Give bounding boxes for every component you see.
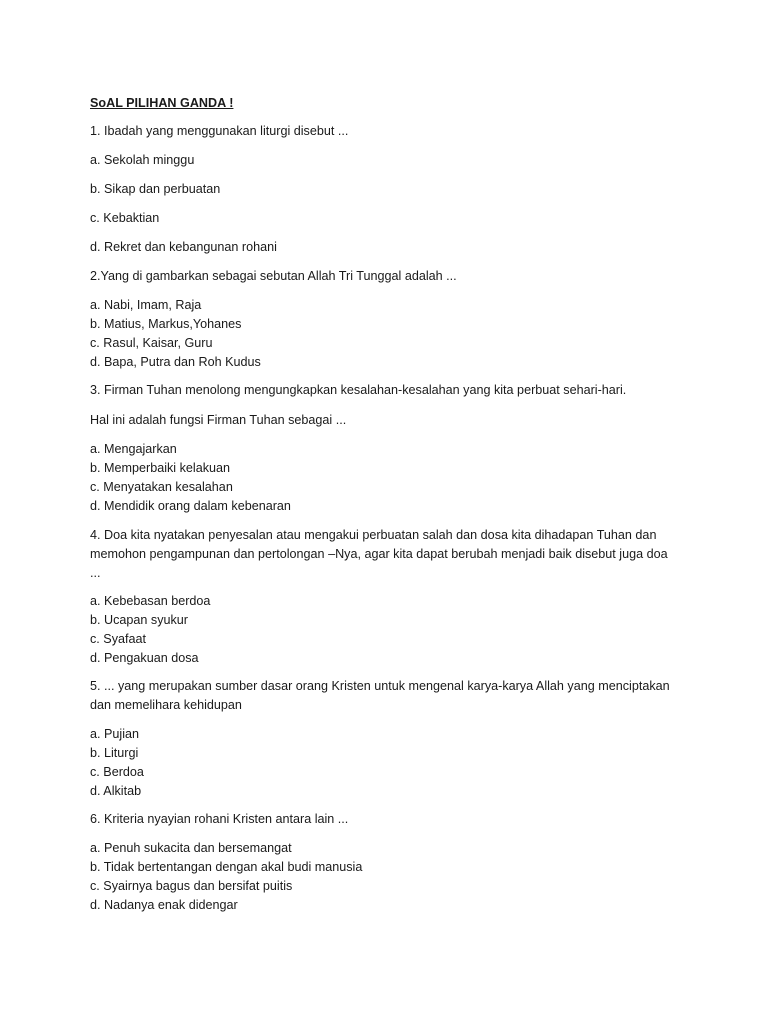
question-1-option-a: a. Sekolah minggu [90,153,195,167]
question-6-text: 6. Kriteria nyayian rohani Kristen antara lain ... [90,812,349,826]
question-3-text: 3. Firman Tuhan menolong mengungkapkan kesalahan-kesalahan yang kita perbuat sehari-hari. [90,383,627,397]
question-1-option-d: d. Rekret dan kebangunan rohani [90,240,277,254]
question-5-option-a: a. Pujian [90,727,140,741]
question-4-option-b: b. Ucapan syukur [90,613,189,627]
question-3-option-d: d. Mendidik orang dalam kebenaran [90,499,291,513]
question-2-option-d: d. Bapa, Putra dan Roh Kudus [90,355,261,369]
question-2-option-a: a. Nabi, Imam, Raja [90,298,202,312]
question-3-option-a: a. Mengajarkan [90,442,177,456]
question-4-text: 4. Doa kita nyatakan penyesalan atau mengakui perbuatan salah dan dosa kita dihadapan Tuhan dan memohon pengampunan dan pertolongan –Nya, agar kita dapat berubah menjadi baik disebut juga doa ... [90,528,668,580]
question-6-option-c: c. Syairnya bagus dan bersifat puitis [90,879,293,893]
question-2-options [90,296,261,372]
question-2-option-b: b. Matius, Markus,Yohanes [90,317,242,331]
question-1-text: 1. Ibadah yang menggunakan liturgi disebut ... [90,124,349,138]
question-3-options [90,440,291,516]
question-3-text-continued: Hal ini adalah fungsi Firman Tuhan sebagai ... [90,413,347,427]
question-5-option-d: d. Alkitab [90,784,142,798]
question-2-text: 2.Yang di gambarkan sebagai sebutan Allah Tri Tunggal adalah ... [90,269,457,283]
question-5-option-b: b. Liturgi [90,746,139,760]
page-title: SoAL PILIHAN GANDA ! [90,96,234,110]
question-1-option-c: c. Kebaktian [90,211,160,225]
question-6-option-a: a. Penuh sukacita dan bersemangat [90,841,292,855]
question-5-option-c: c. Berdoa [90,765,144,779]
question-4-option-a: a. Kebebasan berdoa [90,594,211,608]
question-4-options [90,592,210,668]
question-3-option-c: c. Menyatakan kesalahan [90,480,233,494]
question-6-option-b: b. Tidak bertentangan dengan akal budi manusia [90,860,363,874]
question-3-option-b: b. Memperbaiki kelakuan [90,461,231,475]
question-4-option-d: d. Pengakuan dosa [90,651,199,665]
question-2-option-c: c. Rasul, Kaisar, Guru [90,336,213,350]
question-5-text: 5. ... yang merupakan sumber dasar orang Kristen untuk mengenal karya-karya Allah yang menciptakan dan memelihara kehidupan [90,679,670,712]
question-6-option-d: d. Nadanya enak didengar [90,898,238,912]
question-5-options [90,725,144,801]
question-6-options [90,839,362,915]
question-4-option-c: c. Syafaat [90,632,147,646]
question-1-option-b: b. Sikap dan perbuatan [90,182,221,196]
